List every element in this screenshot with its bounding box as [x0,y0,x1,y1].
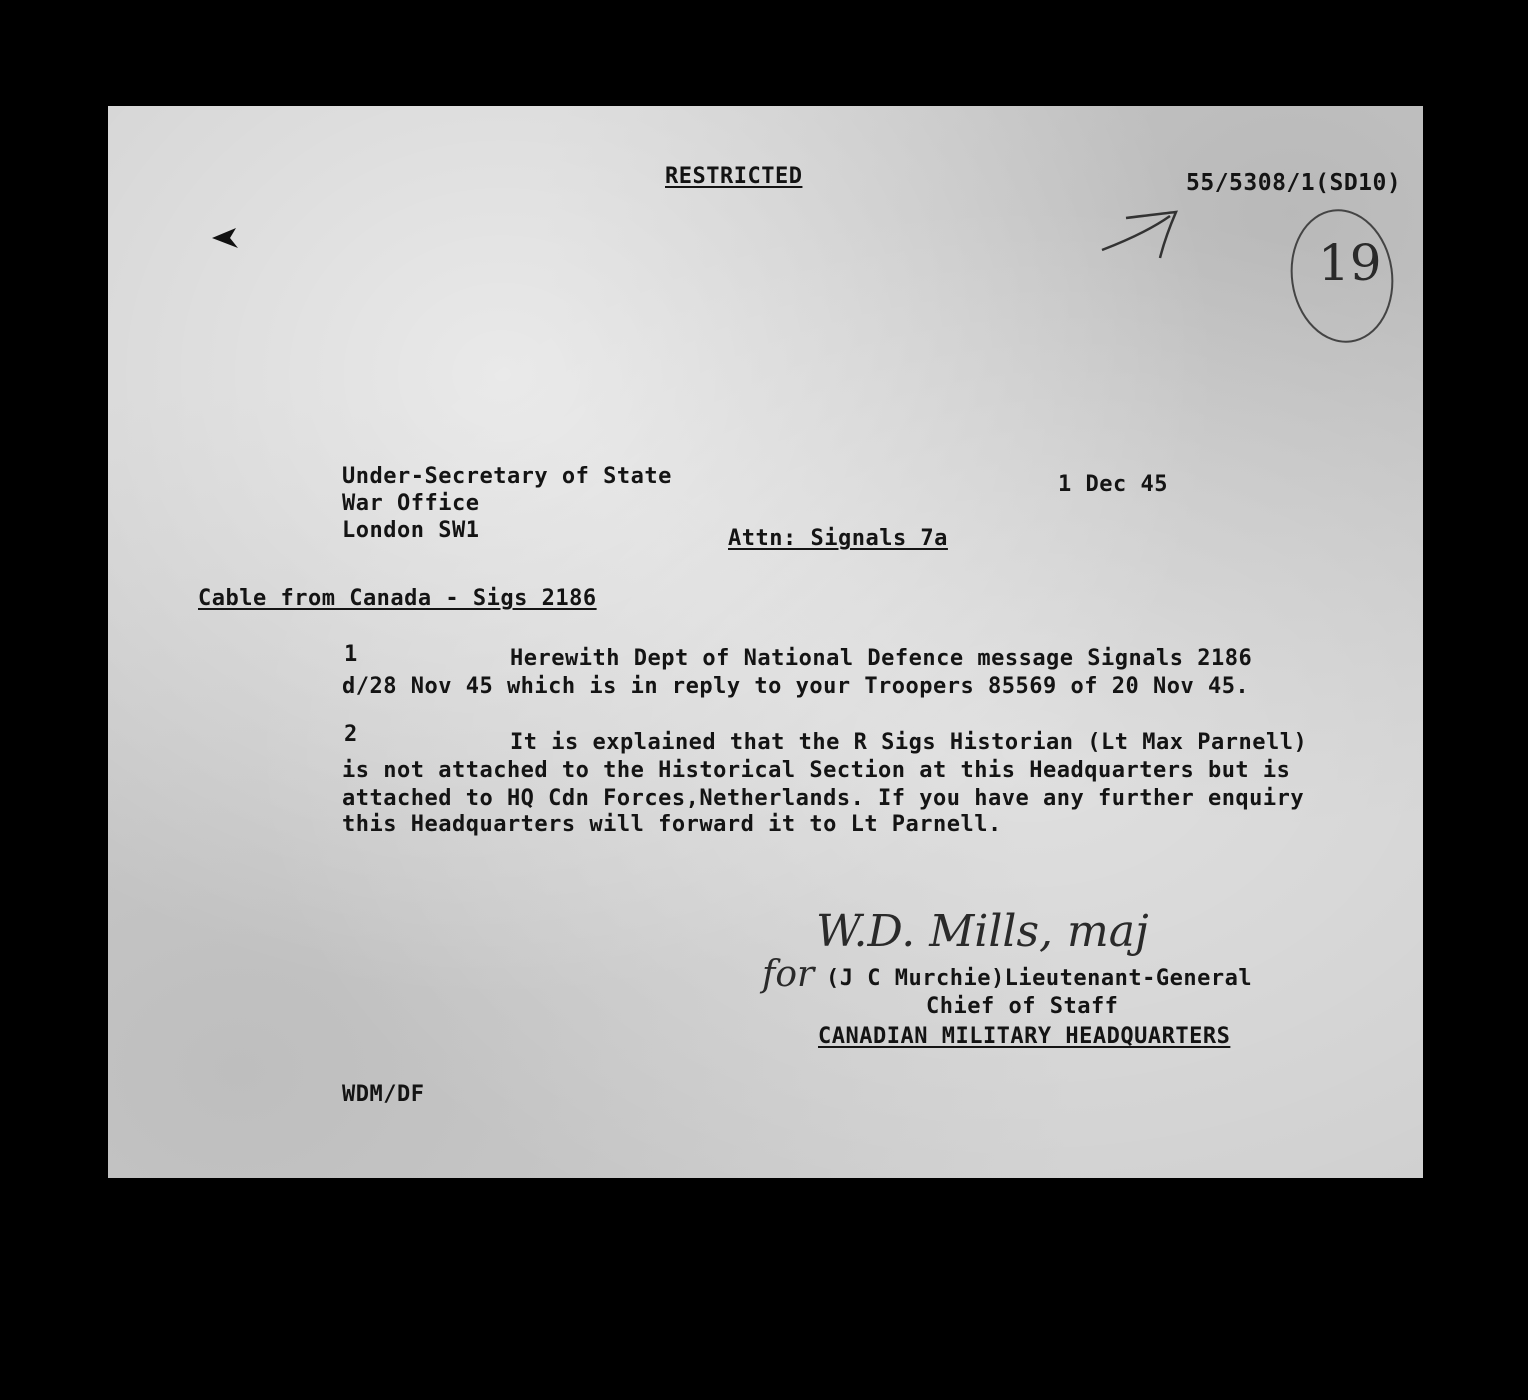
paragraph-2-number: 2 [344,722,358,747]
attention-line: Attn: Signals 7a [728,526,948,551]
signatory-name-rank: (J C Murchie)Lieutenant-General [826,966,1253,991]
document-page [108,106,1423,1178]
signatory-title: Chief of Staff [926,994,1119,1019]
paragraph-1-line-2: d/28 Nov 45 which is in reply to your Troopers 85569 of 20 Nov 45. [342,674,1250,699]
folio-number: 19 [1318,234,1382,292]
paragraph-2-line-1: It is explained that the R Sigs Historian (Lt Max Parnell) [510,730,1308,755]
classification-heading: RESTRICTED [665,164,803,189]
handwritten-signature: W.D. Mills, maj [816,906,1149,957]
paragraph-2-line-2: is not attached to the Historical Section at this Headquarters but is [342,758,1291,783]
paragraph-2-line-4: this Headquarters will forward it to Lt Parnell. [342,812,1002,837]
paragraph-1-number: 1 [344,642,358,667]
margin-punch-mark [210,228,240,250]
handwritten-arrow-icon [1098,206,1198,266]
subject-heading: Cable from Canada - Sigs 2186 [198,586,597,611]
address-line-3: London SW1 [342,518,480,543]
file-reference: 55/5308/1(SD10) [1186,170,1402,196]
reference-initials: WDM/DF [342,1082,425,1107]
paragraph-1-line-1: Herewith Dept of National Defence message Signals 2186 [510,646,1253,671]
address-line-1: Under-Secretary of State [342,464,672,489]
document-date: 1 Dec 45 [1058,472,1168,497]
signatory-organization: CANADIAN MILITARY HEADQUARTERS [818,1024,1231,1049]
signature-for-prefix: for [762,954,815,995]
paragraph-2-line-3: attached to HQ Cdn Forces,Netherlands. If you have any further enquiry [342,786,1305,811]
address-line-2: War Office [342,491,480,516]
